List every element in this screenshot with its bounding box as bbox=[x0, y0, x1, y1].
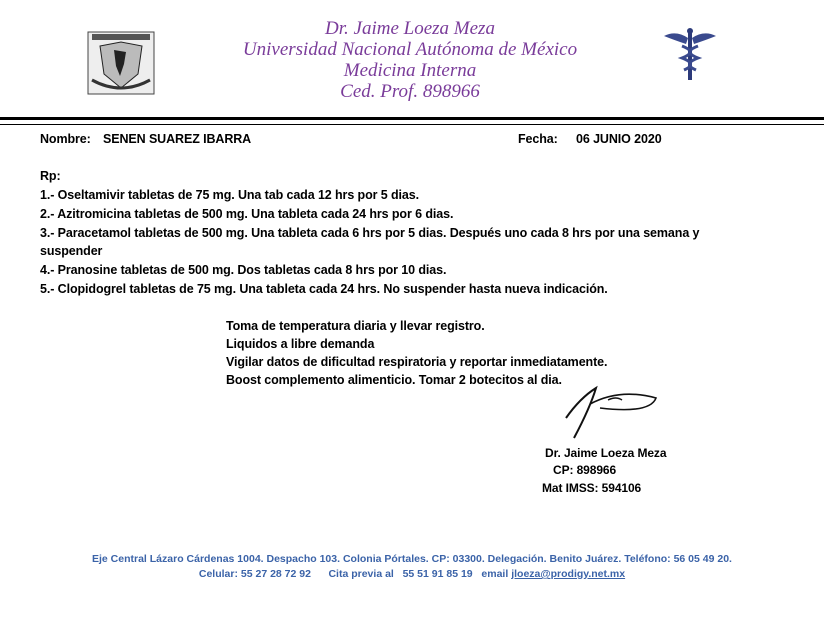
prescription-item: 5.- Clopidogrel tabletas de 75 mg. Una tableta cada 24 hrs. No suspender hasta nueva indicación. bbox=[40, 282, 608, 296]
instruction-item: Vigilar datos de dificultad respiratoria y reportar inmediatamente. bbox=[226, 355, 608, 369]
patient-name-label: Nombre: bbox=[40, 132, 91, 146]
instruction-item: Liquidos a libre demanda bbox=[226, 337, 375, 351]
email-link[interactable]: jloeza@prodigy.net.mx bbox=[511, 568, 626, 580]
prescription-item-continuation: suspender bbox=[40, 244, 103, 258]
footer-contact bbox=[0, 568, 824, 580]
unam-crest-logo bbox=[86, 30, 156, 96]
signature-cp: CP: 898966 bbox=[553, 463, 617, 477]
date-value: 06 JUNIO 2020 bbox=[576, 132, 662, 146]
prescription-item: 4.- Pranosine tabletas de 500 mg. Dos tabletas cada 8 hrs por 10 dias. bbox=[40, 263, 447, 277]
footer-email-label: email bbox=[481, 568, 509, 580]
footer-cell: Celular: 55 27 28 72 92 bbox=[198, 568, 311, 580]
instruction-item: Toma de temperatura diaria y llevar registro. bbox=[226, 319, 485, 333]
university-name: Universidad Nacional Autónoma de México bbox=[242, 39, 578, 60]
prescription-item: 1.- Oseltamivir tabletas de 75 mg. Una tab cada 12 hrs por 5 dias. bbox=[40, 188, 419, 202]
doctor-name: Dr. Jaime Loeza Meza bbox=[325, 18, 495, 39]
header-divider-thick bbox=[0, 117, 824, 120]
prescription-item: 3.- Paracetamol tabletas de 500 mg. Una tableta cada 6 hrs por 5 dias. Después uno cada 8 hrs por una semana y bbox=[40, 226, 700, 240]
date-label: Fecha: bbox=[518, 132, 558, 146]
professional-license: Ced. Prof. 898966 bbox=[340, 81, 480, 102]
footer-address: Eje Central Lázaro Cárdenas 1004. Despacho 103. Colonia Pórtales. CP: 03300. Delegación. Benito Juárez. Teléfono: 56 05 49 20. bbox=[92, 553, 732, 565]
prescription-item: 2.- Azitromicina tabletas de 500 mg. Una tableta cada 24 hrs por 6 dias. bbox=[40, 207, 454, 221]
rx-label: Rp: bbox=[40, 169, 61, 183]
instruction-item: Boost complemento alimenticio. Tomar 2 botecitos al dia. bbox=[226, 373, 562, 387]
letterhead bbox=[200, 18, 620, 102]
header-divider-thin bbox=[0, 124, 824, 125]
handwritten-signature bbox=[560, 378, 670, 444]
signature-imss: Mat IMSS: 594106 bbox=[542, 481, 642, 495]
signature-name: Dr. Jaime Loeza Meza bbox=[545, 446, 667, 460]
footer-appointment: Cita previa al 55 51 91 85 19 bbox=[328, 568, 473, 580]
specialty: Medicina Interna bbox=[343, 60, 477, 81]
caduceus-icon bbox=[662, 26, 718, 82]
patient-name: SENEN SUAREZ IBARRA bbox=[103, 132, 252, 146]
